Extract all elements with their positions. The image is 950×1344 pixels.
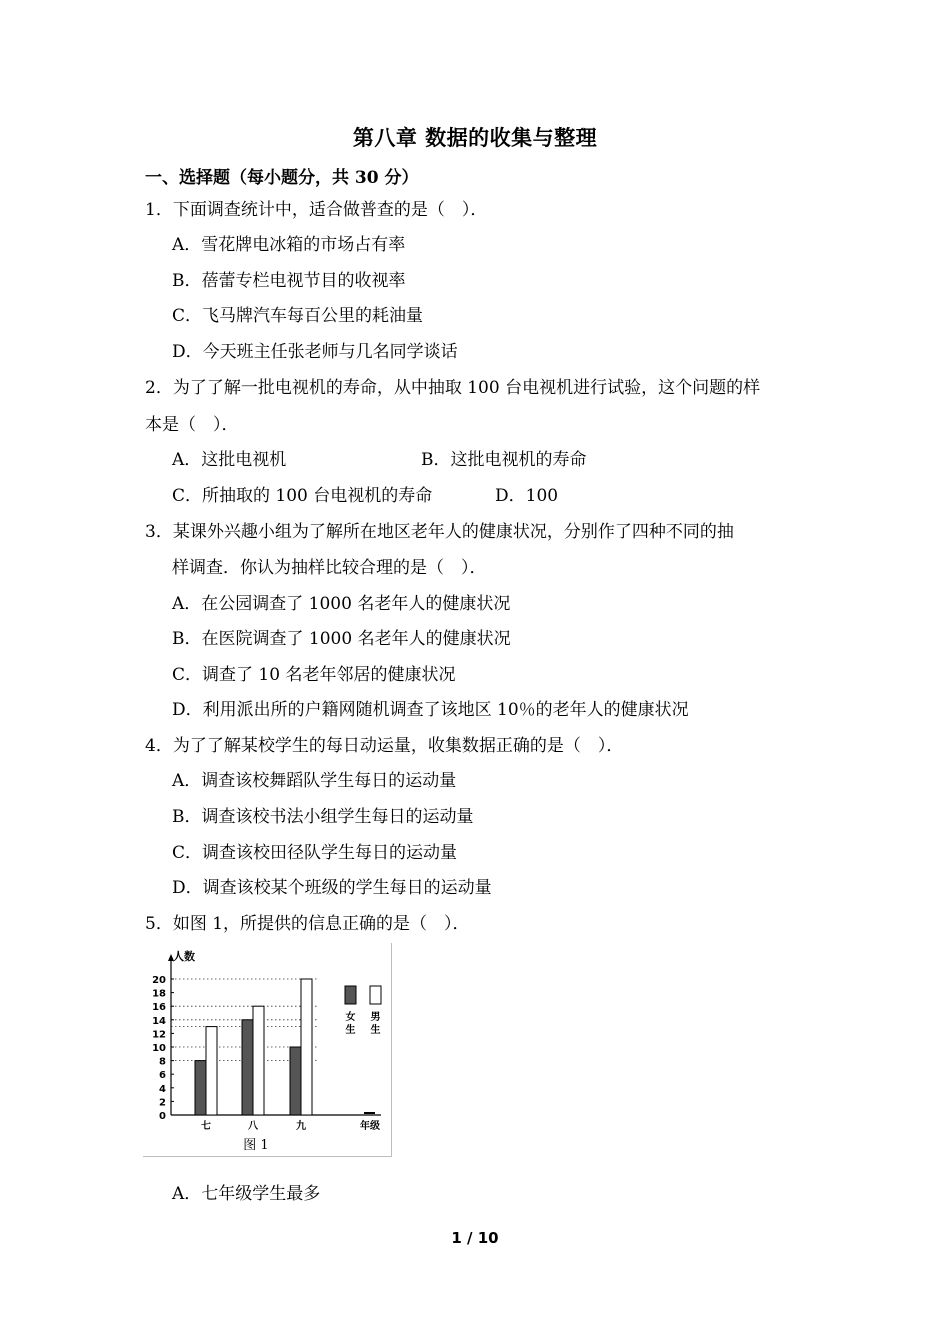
question-2-option-c: C．所抽取的 100 台电视机的寿命 — [172, 486, 433, 506]
question-3-option-c: C．调查了 10 名老年邻居的健康状况 — [172, 665, 456, 685]
question-3-option-a: A．在公园调查了 1000 名老年人的健康状况 — [172, 594, 511, 614]
x-axis-label: 年级 — [360, 1121, 380, 1132]
question-3-option-d: D．利用派出所的户籍网随机调查了该地区 10％的老年人的健康状况 — [172, 700, 689, 720]
legend-label-male: 生 — [370, 1025, 381, 1036]
figure-caption: 图 1 — [243, 1138, 269, 1153]
y-tick-label: 6 — [159, 1070, 166, 1082]
legend-label-female: 女 — [345, 1012, 356, 1023]
y-tick-label: 16 — [152, 1002, 166, 1014]
question-1-option-a: A．雪花牌电冰箱的市场占有率 — [172, 235, 406, 255]
x-tick-label: 九 — [296, 1121, 306, 1132]
question-2-option-a: A．这批电视机 — [172, 450, 287, 470]
question-4-option-b: B．调查该校书法小组学生每日的运动量 — [172, 807, 474, 827]
y-tick-label: 8 — [159, 1056, 166, 1068]
question-2-option-b: B．这批电视机的寿命 — [421, 450, 587, 470]
y-tick-label: 10 — [152, 1043, 166, 1054]
page-title: 第八章 数据的收集与整理 — [352, 125, 598, 150]
question-3-option-b: B．在医院调查了 1000 名老年人的健康状况 — [172, 629, 511, 649]
legend-label-male: 男 — [370, 1012, 381, 1023]
question-1-stem: 1．下面调查统计中，适合做普查的是（ ）． — [145, 200, 488, 220]
y-tick-label: 0 — [159, 1111, 166, 1122]
question-3-stem-line2: 样调查．你认为抽样比较合理的是（ ）． — [172, 558, 487, 578]
legend-swatch-female — [345, 986, 356, 1004]
bar-male — [253, 1006, 264, 1115]
y-tick-label: 12 — [152, 1029, 166, 1041]
question-4-stem: 4．为了了解某校学生的每日动运量，收集数据正确的是（ ）． — [145, 736, 624, 756]
bar-female — [290, 1047, 301, 1115]
question-1-option-d: D．今天班主任张老师与几名同学谈话 — [172, 342, 458, 362]
bar-male — [301, 979, 312, 1115]
question-3-stem-line1: 3．某课外兴趣小组为了解所在地区老年人的健康状况，分别作了四种不同的抽 — [145, 522, 734, 542]
question-2-stem-line2: 本是（ ）． — [145, 415, 239, 435]
question-4-option-a: A．调查该校舞蹈队学生每日的运动量 — [172, 771, 457, 791]
question-5-option-a: A．七年级学生最多 — [172, 1184, 321, 1204]
figure-1-chart — [143, 943, 392, 1157]
y-axis-label: 人数 — [173, 950, 195, 963]
bar-female — [242, 1020, 253, 1115]
question-2-stem-line1: 2．为了了解一批电视机的寿命，从中抽取 100 台电视机进行试验，这个问题的样 — [145, 378, 761, 398]
legend-swatch-male — [370, 986, 381, 1004]
section-heading: 一、选择题（每小题分，共 30 分） — [145, 168, 419, 188]
page-number: 1 / 10 — [451, 1229, 499, 1247]
question-5-stem: 5．如图 1，所提供的信息正确的是（ ）． — [145, 914, 470, 934]
x-tick-label: 八 — [248, 1121, 258, 1132]
question-1-option-b: B．蓓蕾专栏电视节目的收视率 — [172, 271, 406, 291]
y-tick-label: 2 — [159, 1097, 166, 1109]
y-tick-label: 14 — [152, 1015, 166, 1027]
x-tick-label: 七 — [201, 1121, 211, 1132]
question-1-option-c: C．飞马牌汽车每百公里的耗油量 — [172, 306, 424, 326]
question-4-option-c: C．调查该校田径队学生每日的运动量 — [172, 843, 458, 863]
bar-male — [206, 1027, 217, 1115]
question-2-option-d: D．100 — [495, 486, 559, 506]
y-tick-label: 18 — [152, 988, 166, 1000]
y-tick-label: 20 — [152, 975, 166, 986]
legend-label-female: 生 — [345, 1025, 356, 1036]
y-tick-label: 4 — [159, 1083, 166, 1095]
bar-female — [195, 1061, 206, 1115]
question-4-option-d: D．调查该校某个班级的学生每日的运动量 — [172, 878, 492, 898]
